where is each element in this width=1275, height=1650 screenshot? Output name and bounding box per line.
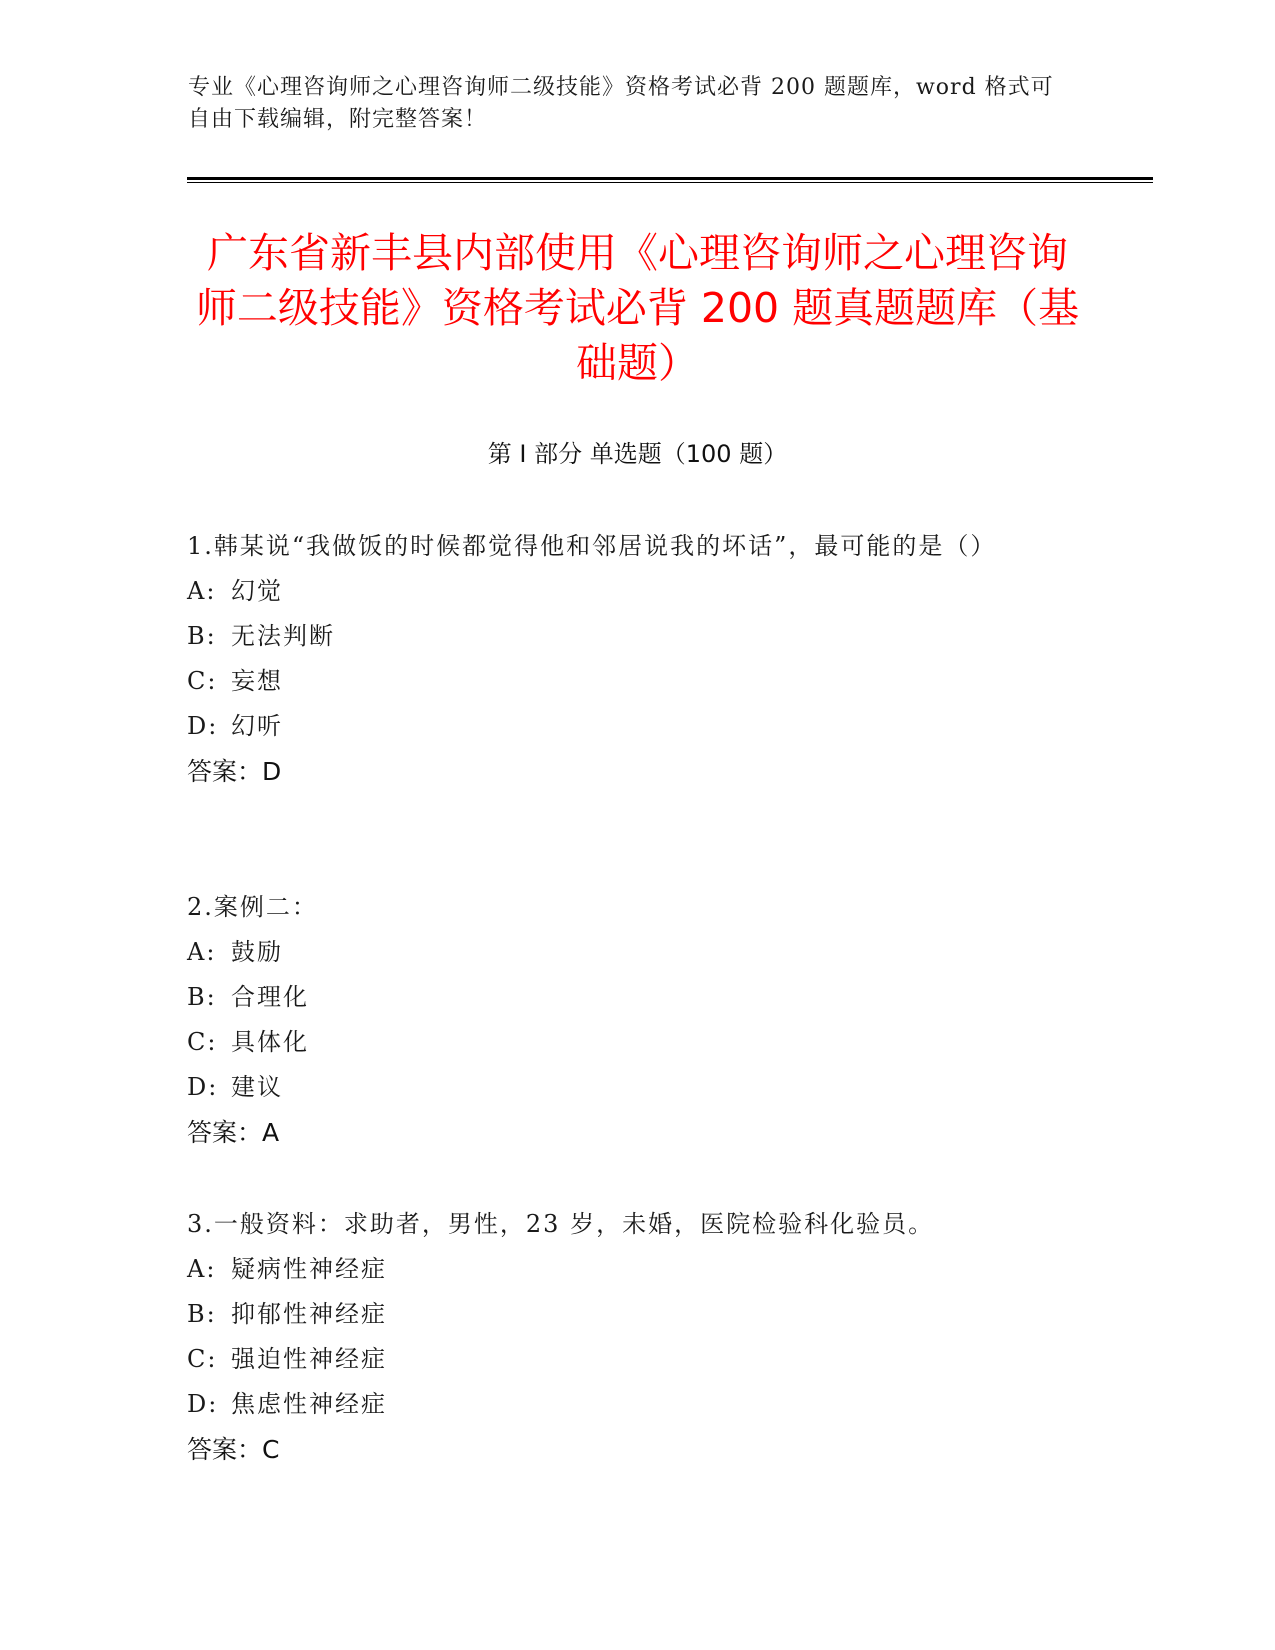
option-text: 具体化	[231, 1028, 309, 1056]
option-key: C:	[187, 667, 218, 695]
option-c	[187, 1020, 1067, 1065]
option-key: D:	[187, 1390, 219, 1418]
option-text: 抑郁性神经症	[231, 1300, 387, 1328]
header-rule-thin	[187, 182, 1153, 183]
option-b	[187, 1292, 1067, 1337]
answer-line: 答案：D	[187, 757, 282, 786]
option-key: B:	[187, 1300, 217, 1328]
option-text: 强迫性神经症	[231, 1345, 387, 1373]
document-title: 广东省新丰县内部使用《心理咨询师之心理咨询师二级技能》资格考试必背 200 题真题题库（基础题）	[195, 229, 1080, 387]
question-text: 2.案例二：	[187, 893, 318, 921]
question-block	[187, 1202, 1067, 1472]
option-d	[187, 1382, 1067, 1427]
option-text: 幻听	[231, 712, 283, 740]
option-d	[187, 704, 1067, 749]
option-text: 妄想	[231, 667, 283, 695]
option-key: D:	[187, 712, 219, 740]
option-text: 合理化	[231, 983, 309, 1011]
question-text: 1.韩某说“我做饭的时候都觉得他和邻居说我的坏话”，最可能的是（）	[187, 532, 997, 560]
option-b	[187, 614, 1067, 659]
question-block	[187, 524, 1067, 794]
option-text: 无法判断	[231, 622, 335, 650]
answer-line: 答案：A	[187, 1118, 280, 1147]
header-rule-thick	[187, 177, 1153, 180]
option-key: A:	[187, 1255, 217, 1283]
option-key: C:	[187, 1028, 218, 1056]
option-a	[187, 569, 1067, 614]
section-title: 第 I 部分 单选题（100 题）	[487, 440, 788, 468]
option-c	[187, 1337, 1067, 1382]
option-a	[187, 930, 1067, 975]
option-key: A:	[187, 577, 217, 605]
answer-line: 答案：C	[187, 1435, 280, 1464]
option-key: B:	[187, 622, 217, 650]
question-block	[187, 885, 1067, 1155]
option-text: 焦虑性神经症	[231, 1390, 387, 1418]
question-text: 3.一般资料：求助者，男性，23 岁，未婚，医院检验科化验员。	[187, 1210, 935, 1238]
option-a	[187, 1247, 1067, 1292]
option-key: B:	[187, 983, 217, 1011]
option-text: 建议	[231, 1073, 283, 1101]
option-text: 疑病性神经症	[231, 1255, 387, 1283]
option-key: A:	[187, 938, 217, 966]
option-b	[187, 975, 1067, 1020]
option-c	[187, 659, 1067, 704]
header-note: 专业《心理咨询师之心理咨询师二级技能》资格考试必背 200 题题库，word 格式可自由下载编辑，附完整答案！	[188, 75, 1054, 132]
option-key: C:	[187, 1345, 218, 1373]
option-text: 幻觉	[231, 577, 283, 605]
option-text: 鼓励	[231, 938, 283, 966]
option-key: D:	[187, 1073, 219, 1101]
option-d	[187, 1065, 1067, 1110]
